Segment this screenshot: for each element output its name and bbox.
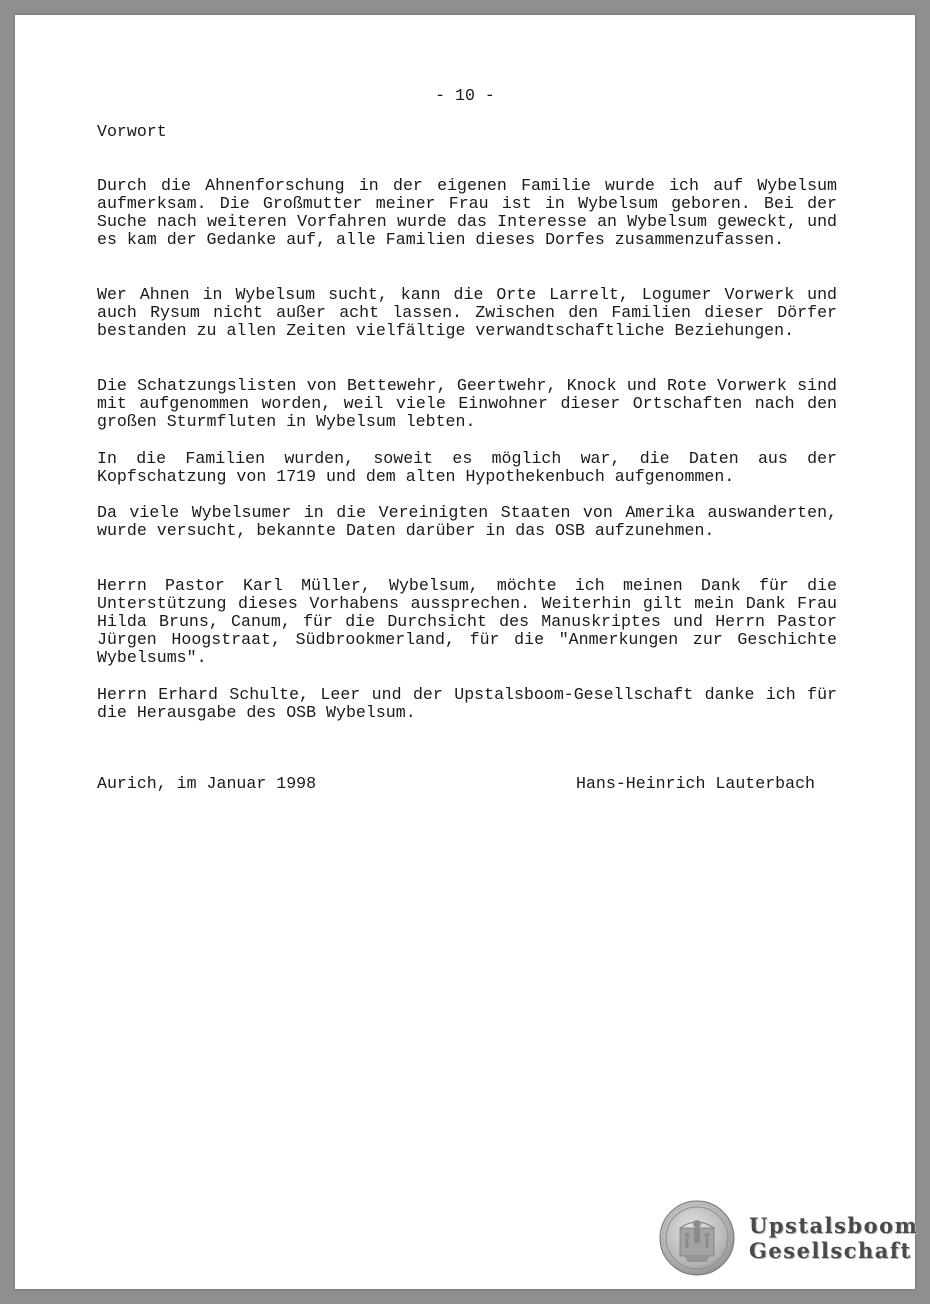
paragraph: Wer Ahnen in Wybelsum sucht, kann die Orte Larrelt, Logumer Vorwerk und auch Rysum nicht außer acht lassen. Zwischen den Familien dieser Dörfer bestanden zu allen Zeiten vielfältige verwandtschaftliche Beziehungen.	[97, 285, 837, 340]
paragraph: In die Familien wurden, soweit es möglich war, die Daten aus der Kopfschatzung von 1719 und dem alten Hypothekenbuch aufgenommen.	[97, 449, 837, 486]
seal-icon	[659, 1200, 735, 1276]
paragraph: Herrn Erhard Schulte, Leer und der Upstalsboom-Gesellschaft danke ich für die Herausgabe des OSB Wybelsum.	[97, 685, 837, 722]
publisher-logo	[659, 1200, 918, 1276]
logo-wordmark	[749, 1213, 918, 1263]
document-page	[15, 15, 919, 1289]
logo-line: Gesellschaft	[749, 1238, 912, 1263]
author-name: Hans-Heinrich Lauterbach	[576, 774, 815, 793]
paragraph: Die Schatzungslisten von Bettewehr, Geertwehr, Knock und Rote Vorwerk sind mit aufgenommen worden, weil viele Einwohner dieser Ortschaften nach den großen Sturmfluten in Wybelsum lebten.	[97, 376, 837, 431]
paragraph: Durch die Ahnenforschung in der eigenen Familie wurde ich auf Wybelsum aufmerksam. Die Großmutter meiner Frau ist in Wybelsum geboren. Bei der Suche nach weiteren Vorfahren wurde das Interesse an Wybelsum geweckt, und es kam der Gedanke auf, alle Familien dieses Dorfes zusammenzufassen.	[97, 176, 837, 249]
paragraph: Herrn Pastor Karl Müller, Wybelsum, möchte ich meinen Dank für die Unterstützung dieses Vorhabens aussprechen. Weiterhin gilt mein Dank Frau Hilda Bruns, Canum, für die Durchsicht des Manuskriptes und Herrn Pastor Jürgen Hoogstraat, Südbrookmerland, für die "Anmerkungen zur Geschichte Wybelsums".	[97, 576, 837, 667]
page-number: - 10 -	[435, 86, 495, 105]
paragraph: Da viele Wybelsumer in die Vereinigten Staaten von Amerika auswanderten, wurde versucht, bekannte Daten darüber in das OSB aufzunehmen.	[97, 503, 837, 540]
logo-line: Upstalsboom	[749, 1213, 919, 1238]
closing-line	[97, 775, 815, 793]
page-title: Vorwort	[97, 122, 167, 141]
place-date: Aurich, im Januar 1998	[97, 774, 317, 793]
preface-body	[97, 177, 837, 737]
